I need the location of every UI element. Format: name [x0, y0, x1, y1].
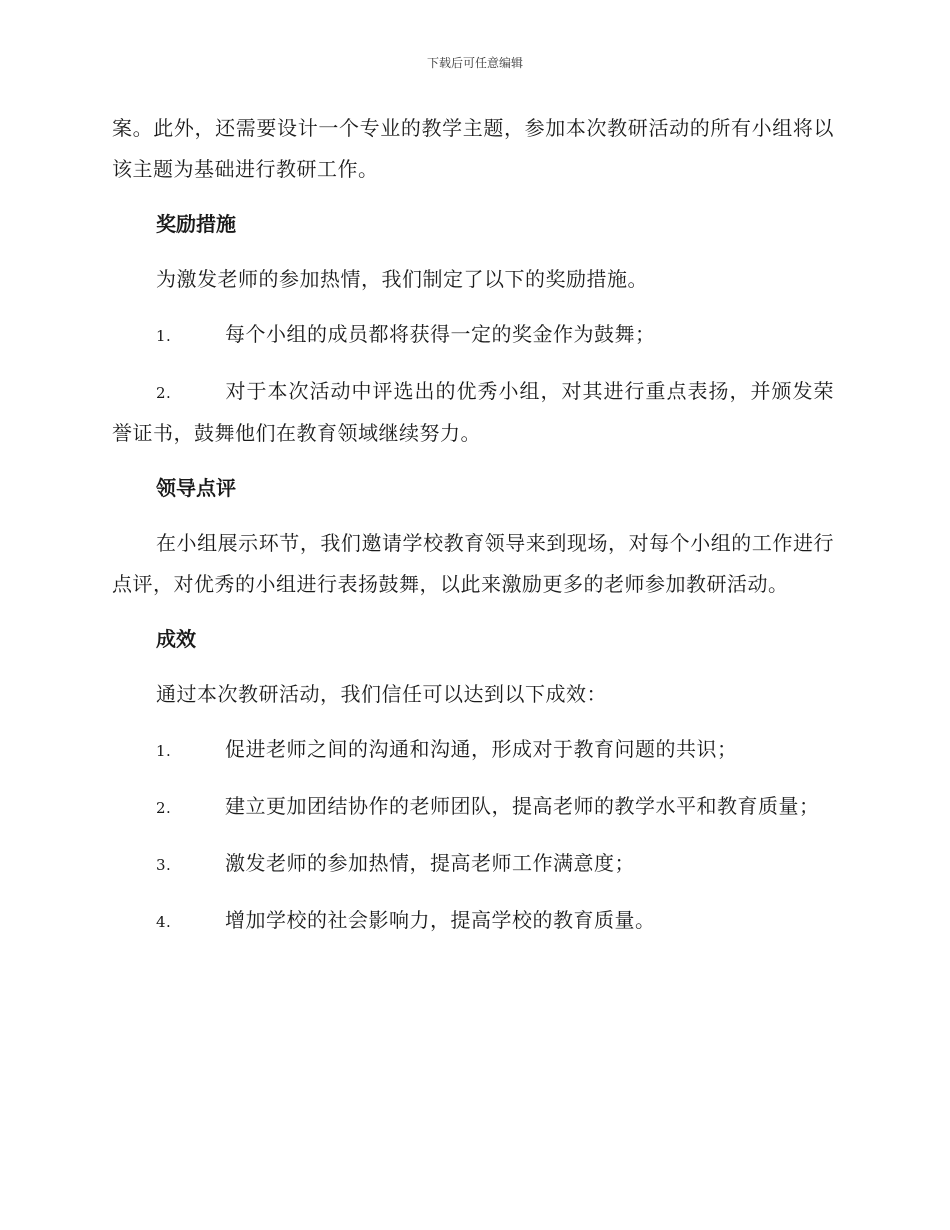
results-intro-paragraph: 通过本次教研活动，我们信任可以达到以下成效：: [156, 681, 607, 706]
list-number: 1.: [156, 741, 172, 760]
list-item-text: 增加学校的社会影响力，提高学校的教育质量。: [225, 907, 656, 932]
list-item-text: 促进老师之间的沟通和沟通，形成对于教育问题的共识；: [225, 736, 738, 761]
list-item: [112, 729, 834, 772]
document-body: [112, 108, 834, 942]
list-number: 1.: [156, 326, 172, 345]
review-paragraph: 在小组展示环节，我们邀请学校教育领导来到现场，对每个小组的工作进行点评，对优秀的小组进行表扬鼓舞，以此来激励更多的老师参加教研活动。: [112, 531, 834, 596]
list-item-text: 对于本次活动中评选出的优秀小组，对其进行重点表扬，并颁发荣誉证书，鼓舞他们在教育领域继续努力。: [112, 378, 834, 445]
list-item-text: 激发老师的参加热情，提高老师工作满意度；: [225, 850, 635, 875]
list-number: 3.: [156, 855, 172, 874]
list-item-text: 每个小组的成员都将获得一定的奖金作为鼓舞；: [225, 321, 656, 346]
list-number: 2.: [156, 383, 172, 402]
page-header: 下载后可任意编辑: [426, 56, 523, 70]
list-item: [112, 786, 834, 829]
list-item: [112, 900, 834, 943]
list-item: [112, 843, 834, 886]
list-item: [112, 371, 834, 454]
intro-paragraph: 案。此外，还需要设计一个专业的教学主题，参加本次教研活动的所有小组将以该主题为基础进行教研工作。: [112, 116, 834, 181]
list-item-text: 建立更加团结协作的老师团队，提高老师的教学水平和教育质量；: [225, 793, 820, 818]
list-item: [112, 314, 834, 357]
section-heading-rewards: 奖励措施: [156, 211, 236, 236]
section-heading-review: 领导点评: [156, 476, 236, 500]
section-heading-results: 成效: [156, 626, 196, 651]
list-number: 2.: [156, 798, 172, 817]
list-number: 4.: [156, 912, 172, 931]
rewards-intro-paragraph: 为激发老师的参加热情，我们制定了以下的奖励措施。: [156, 266, 648, 291]
